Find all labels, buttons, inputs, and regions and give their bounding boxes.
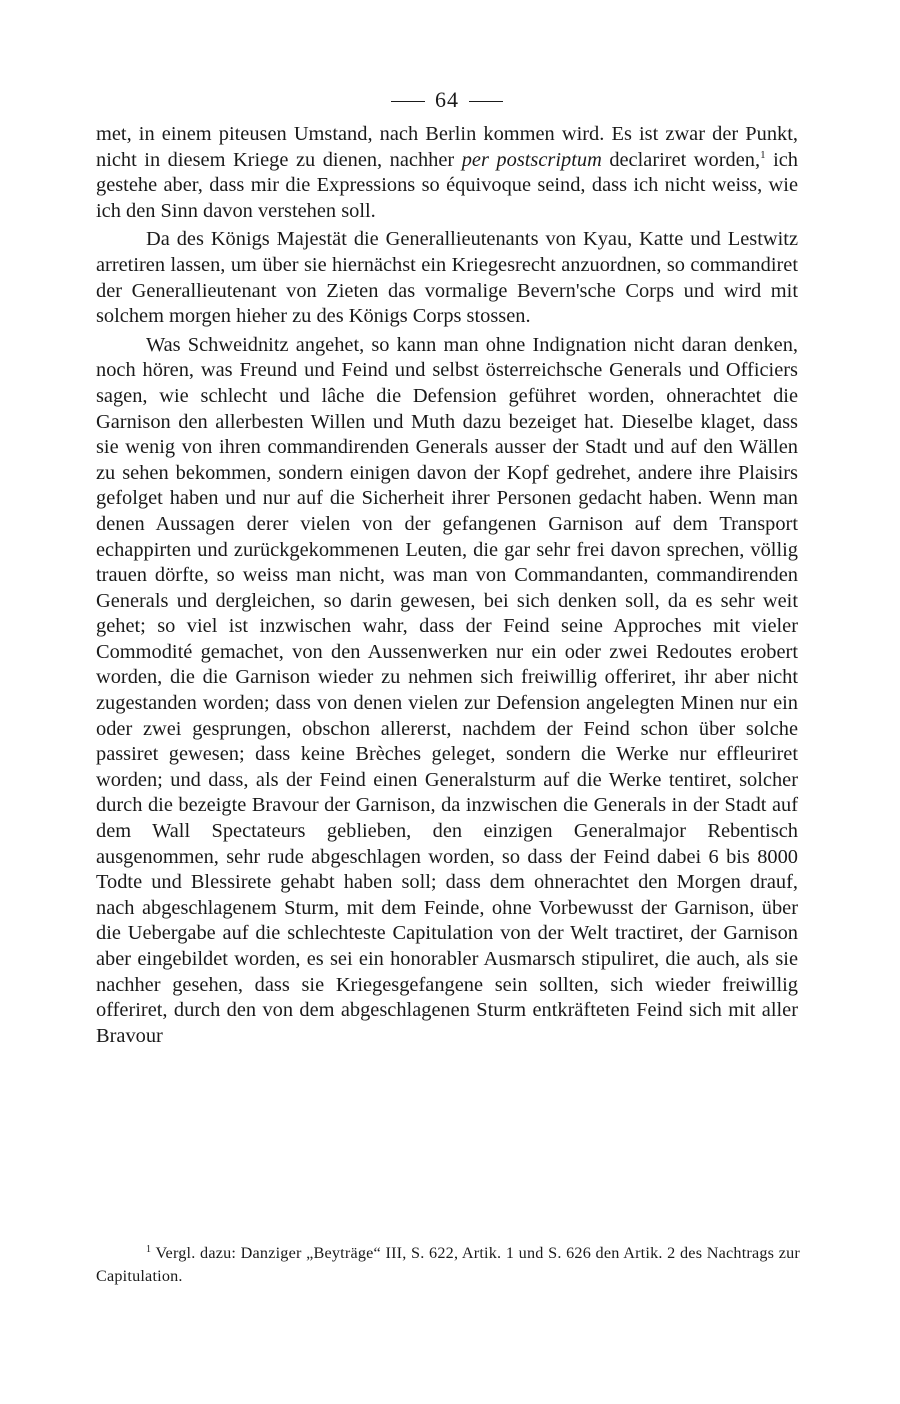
footnote-reference: 1 <box>760 148 766 161</box>
paragraph-1-text-b: declariret worden, <box>601 148 761 171</box>
header-dash-left <box>391 101 425 102</box>
footnote-marker: 1 <box>146 1244 152 1255</box>
footnote-1 <box>96 1242 800 1288</box>
footnotes <box>96 1242 800 1288</box>
paragraph-1 <box>96 122 798 224</box>
page-content <box>96 82 798 1052</box>
footnote-text: Vergl. dazu: Danziger „Beyträge“ III, S. 622, Artik. 1 und S. 626 den Artik. 2 des Nachtrags zur Capitulation. <box>96 1244 800 1285</box>
paragraph-1-text-c: ich gestehe aber, dass mir die Expressions so équivoque seind, dass ich nicht weiss, wie ich den Sinn davon verstehen soll. <box>96 148 798 222</box>
paragraph-1-italic: per postscriptum <box>461 148 602 171</box>
paragraph-1-text-a: met, in einem piteusen Umstand, nach Berlin kommen wird. Es ist zwar der Punkt, nicht in diesem Kriege zu dienen, nachher <box>96 123 798 171</box>
paragraph-3: Was Schweidnitz angehet, so kann man ohne Indignation nicht daran denken, noch hören, was Freund und Feind und selbst österreichsche Generals und Officiers sagen, wie schlecht und lâche die Defension geführet worden, ohnerachtet die Garnison den allerbesten Willen und Muth dazu bezeiget hat. Dieselbe klaget, dass sie wenig von ihren commandirenden Generals ausser der Stadt und auf den Wällen zu sehen bekommen, sondern einigen davon der Kopf gedrehet, andere ihre Plaisirs gefolget haben und nur auf die Sicherheit ihrer Personen gedacht haben. Wenn man denen Aussagen derer vielen von der gefangenen Garnison auf dem Transport echappirten und zurückgekommenen Leuten, die gar sehr frei davon sprechen, völlig trauen dörfte, so weiss man nicht, was man von Commandanten, commandirenden Generals und dergleichen, so darin gewesen, bei sich denken soll, da es sehr weit gehet; so viel ist inzwischen wahr, dass der Feind seine Approches mit vieler Commodité gemachet, von den Aussenwerken nur ein oder zwei Redoutes erobert worden, die die Garnison wieder zu nehmen sich freiwillig offeriret, ihr aber nicht zugestanden worden; dass von denen vielen zur Defension angelegten Minen nur ein oder zwei gesprungen, obschon allererst, nachdem der Feind schon über solche passiret gewesen; dass keine Brèches geleget, sondern die Werke nur effleuriret worden; und dass, als der Feind einen Generalsturm auf die Werke tentiret, solcher durch die bezeigte Bravour der Garnison, da inzwischen die Generals in der Stadt auf dem Wall Spectateurs geblieben, den einzigen Generalmajor Rebentisch ausgenommen, sehr rude abgeschlagen worden, so dass der Feind dabei 6 bis 8000 Todte und Blessirete gehabt haben soll; dass dem ohnerachtet den Morgen drauf, nach abgeschlagenem Sturm, mit dem Feinde, ohne Vorbewusst der Garnison, über die Uebergabe auf die schlechteste Capitulation von der Welt tractiret, der Garnison aber eingebildet worden, es sei ein honorabler Ausmarsch stipuliret, die auch, als sie nachher gesehen, dass sie Kriegesgefangene sein sollten, sich wieder freiwillig offeriret, durch den von dem abgeschlagenen Sturm entkräfteten Feind sich mit aller Bravour <box>96 333 798 1047</box>
page-number: 64 <box>435 87 459 112</box>
body-text <box>96 122 798 1049</box>
header-dash-right <box>469 101 503 102</box>
paragraph-2: Da des Königs Majestät die Generallieutenants von Kyau, Katte und Lestwitz arretiren lassen, um über sie hiernächst ein Kriegesrecht anzuordnen, so commandiret der Generallieutenant von Zieten das vormalige Bevern'sche Corps und wird mit solchem morgen hieher zu des Königs Corps stossen. <box>96 228 798 328</box>
page-header <box>96 82 798 122</box>
